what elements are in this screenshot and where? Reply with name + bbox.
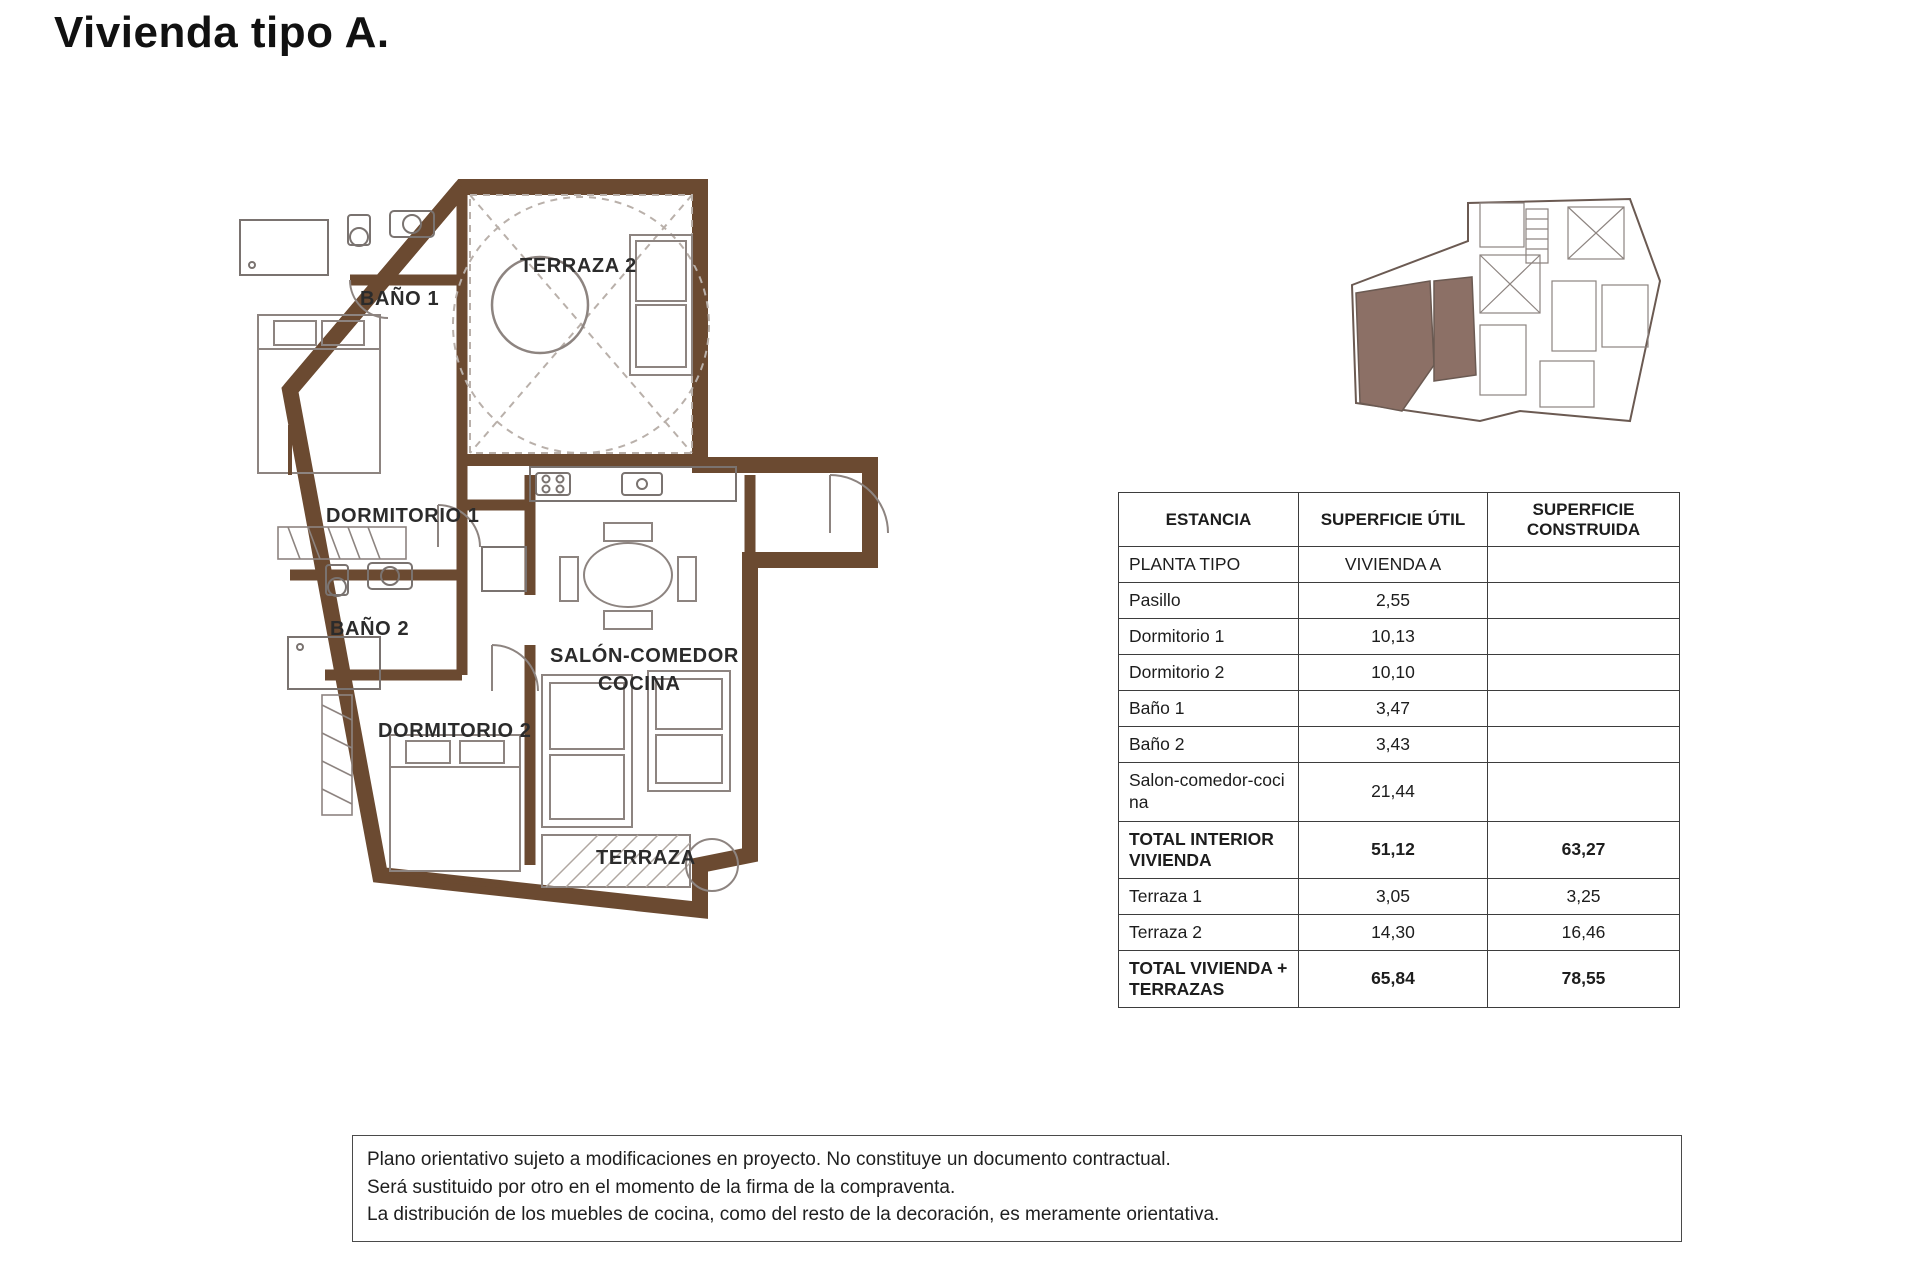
row-construida xyxy=(1488,727,1680,763)
table-row xyxy=(1119,914,1680,950)
dormitorio2-bed xyxy=(390,735,520,871)
row-util: 3,05 xyxy=(1298,878,1487,914)
table-header-row xyxy=(1119,493,1680,547)
room-label-terraza2: TERRAZA 2 xyxy=(520,255,637,277)
row-estancia: Baño 2 xyxy=(1119,727,1299,763)
row-util: 3,47 xyxy=(1298,691,1487,727)
table-row-total-vivienda xyxy=(1119,950,1680,1007)
row-util: 10,13 xyxy=(1298,619,1487,655)
row-construida: 3,25 xyxy=(1488,878,1680,914)
row-util: 21,44 xyxy=(1298,763,1487,822)
floorplan-drawing xyxy=(230,175,1090,935)
header-superficie-construida: SUPERFICIE CONSTRUIDA xyxy=(1488,493,1680,547)
room-label-terraza: TERRAZA xyxy=(596,847,696,869)
row-util: 10,10 xyxy=(1298,655,1487,691)
row-util: 3,43 xyxy=(1298,727,1487,763)
row-construida xyxy=(1488,691,1680,727)
room-label-dormitorio1: DORMITORIO 1 xyxy=(326,505,480,527)
terraza2-decor xyxy=(453,195,709,453)
table-row-planta xyxy=(1119,547,1680,583)
dining-set xyxy=(560,523,696,629)
planta-value: VIVIENDA A xyxy=(1298,547,1487,583)
key-plan-highlight xyxy=(1356,277,1476,411)
disclaimer-box xyxy=(352,1135,1682,1242)
key-plan-svg xyxy=(1330,185,1690,425)
row-construida: 16,46 xyxy=(1488,914,1680,950)
row-util: 65,84 xyxy=(1298,950,1487,1007)
floorplan-svg xyxy=(230,175,1090,935)
row-construida xyxy=(1488,619,1680,655)
dormitorio1-closet xyxy=(278,527,406,559)
row-util: 14,30 xyxy=(1298,914,1487,950)
row-estancia: Pasillo xyxy=(1119,583,1299,619)
row-construida xyxy=(1488,763,1680,822)
room-label-bano2: BAÑO 2 xyxy=(330,618,410,640)
row-estancia: TOTAL VIVIENDA + TERRAZAS xyxy=(1119,950,1299,1007)
header-superficie-util: SUPERFICIE ÚTIL xyxy=(1298,493,1487,547)
planta-empty xyxy=(1488,547,1680,583)
table-row xyxy=(1119,763,1680,822)
row-construida xyxy=(1488,583,1680,619)
dormitorio1-bed xyxy=(258,315,380,473)
room-label-salon-comedor: SALÓN-COMEDOR xyxy=(550,645,739,667)
kitchen-counter xyxy=(482,467,736,591)
table-row xyxy=(1119,691,1680,727)
table-row xyxy=(1119,727,1680,763)
row-util: 2,55 xyxy=(1298,583,1487,619)
table-row xyxy=(1119,878,1680,914)
row-construida: 63,27 xyxy=(1488,821,1680,878)
table-row xyxy=(1119,619,1680,655)
table-row xyxy=(1119,655,1680,691)
key-plan xyxy=(1330,185,1690,425)
row-estancia: Terraza 2 xyxy=(1119,914,1299,950)
row-estancia: Dormitorio 2 xyxy=(1119,655,1299,691)
room-label-bano1: BAÑO 1 xyxy=(360,288,440,310)
row-estancia: Terraza 1 xyxy=(1119,878,1299,914)
row-construida xyxy=(1488,655,1680,691)
disclaimer-line-3: La distribución de los muebles de cocina, como del resto de la decoración, es meramente orientativa. xyxy=(367,1204,1220,1226)
row-estancia: Salon-comedor-cocina xyxy=(1119,763,1299,822)
areas-table xyxy=(1118,492,1680,1008)
header-estancia: ESTANCIA xyxy=(1119,493,1299,547)
row-estancia: TOTAL INTERIOR VIVIENDA xyxy=(1119,821,1299,878)
row-util: 51,12 xyxy=(1298,821,1487,878)
row-construida: 78,55 xyxy=(1488,950,1680,1007)
areas-table-wrapper xyxy=(1118,492,1680,1008)
table-row xyxy=(1119,583,1680,619)
table-row-total-interior xyxy=(1119,821,1680,878)
room-label-cocina: COCINA xyxy=(598,673,681,695)
disclaimer-line-2: Será sustituido por otro en el momento de la firma de la compraventa. xyxy=(367,1176,956,1198)
planta-label: PLANTA TIPO xyxy=(1119,547,1299,583)
row-estancia: Dormitorio 1 xyxy=(1119,619,1299,655)
page-title: Vivienda tipo A. xyxy=(54,8,390,57)
row-estancia: Baño 1 xyxy=(1119,691,1299,727)
room-label-dormitorio2: DORMITORIO 2 xyxy=(378,720,532,742)
disclaimer-line-1: Plano orientativo sujeto a modificaciones en proyecto. No constituye un documento contractual. xyxy=(367,1149,1171,1170)
